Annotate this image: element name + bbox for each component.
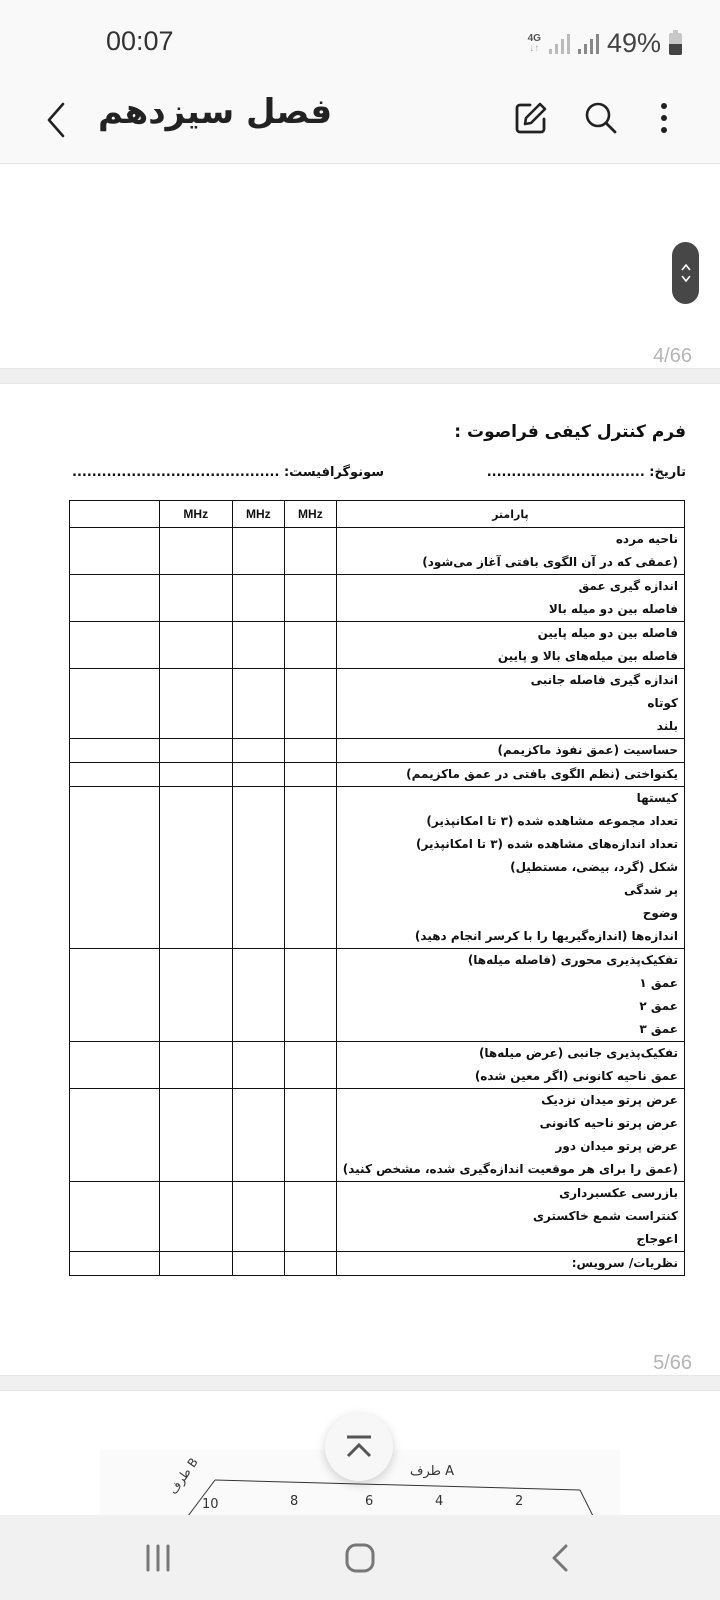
value-cell-extra — [70, 739, 160, 763]
value-cell-extra — [70, 949, 160, 1042]
value-cell-mhz — [232, 763, 284, 787]
parameter-line: فاصله بین میله‌های بالا و پایین — [497, 649, 678, 663]
table-row — [70, 739, 685, 763]
signal-sim2-icon — [578, 34, 599, 54]
parameter-line: عمق ناحیه کانونی (اگر معین شده) — [474, 1069, 678, 1083]
home-button[interactable] — [330, 1533, 390, 1583]
table-row — [70, 949, 685, 1042]
value-cell-mhz — [159, 622, 232, 669]
battery-icon — [669, 33, 682, 55]
value-cell-mhz — [285, 528, 337, 575]
status-bar — [0, 0, 720, 80]
parameter-line: کیستها — [636, 791, 678, 805]
parameter-cell — [336, 763, 684, 787]
table-row — [70, 528, 685, 575]
value-cell-mhz — [232, 1182, 284, 1252]
more-options-button[interactable] — [640, 94, 688, 142]
value-cell-mhz — [232, 622, 284, 669]
value-cell-mhz — [285, 787, 337, 949]
value-cell-mhz — [159, 669, 232, 739]
parameter-cell — [336, 1089, 684, 1182]
parameter-line: کوتاه — [647, 696, 678, 710]
value-cell-mhz — [285, 622, 337, 669]
scroll-to-top-icon — [344, 1434, 374, 1460]
scroll-to-top-button[interactable] — [325, 1413, 393, 1481]
sketch-number: 10 — [202, 1497, 219, 1512]
value-cell-mhz — [285, 739, 337, 763]
parameter-line: پر شدگی — [624, 883, 678, 897]
value-cell-extra — [70, 669, 160, 739]
value-cell-mhz — [285, 1042, 337, 1089]
header-cell-mhz-3: MHz — [159, 501, 232, 528]
parameter-line: حساسیت (عمق نفوذ ماکزیمم) — [497, 743, 678, 757]
value-cell-mhz — [159, 1089, 232, 1182]
network-4g-icon: 4G ↓↑ — [527, 32, 541, 54]
side-b-label: طرف B — [165, 1455, 201, 1497]
edit-button[interactable] — [507, 94, 555, 142]
value-cell-mhz — [232, 949, 284, 1042]
parameter-line: عرض پرتو ناحیه کانونی — [539, 1116, 678, 1130]
value-cell-mhz — [285, 1182, 337, 1252]
parameter-cell — [336, 1182, 684, 1252]
parameter-line: اعوجاج — [636, 1232, 678, 1246]
quality-control-table — [69, 500, 685, 1276]
battery-percent: 49% — [606, 28, 661, 58]
back-chevron-icon — [45, 102, 67, 138]
parameter-line: یکنواختی (نظم الگوی بافتی در عمق ماکزیمم) — [406, 767, 678, 781]
value-cell-mhz — [159, 739, 232, 763]
sketch-number: 8 — [290, 1494, 299, 1509]
parameter-line: بازرسی عکسبرداری — [559, 1186, 678, 1200]
value-cell-extra — [70, 1089, 160, 1182]
header-cell-mhz-1: MHz — [285, 501, 337, 528]
system-back-button[interactable] — [530, 1533, 590, 1583]
chevron-down-icon — [681, 275, 691, 283]
value-cell-mhz — [285, 1089, 337, 1182]
page-indicator: 4/66 — [653, 345, 692, 367]
search-icon — [583, 100, 619, 136]
value-cell-mhz — [159, 1252, 232, 1276]
sketch-number: 6 — [365, 1494, 374, 1509]
value-cell-extra — [70, 1182, 160, 1252]
parameter-cell — [336, 622, 684, 669]
table-row — [70, 1089, 685, 1182]
value-cell-mhz — [232, 1252, 284, 1276]
value-cell-mhz — [232, 669, 284, 739]
table-row — [70, 622, 685, 669]
network-type-label: 4G — [527, 32, 541, 44]
parameter-cell — [336, 669, 684, 739]
back-button[interactable] — [38, 98, 74, 142]
value-cell-mhz — [232, 787, 284, 949]
edit-icon — [513, 100, 549, 136]
chevron-up-icon — [681, 263, 691, 271]
parameter-line: فاصله بین دو میله بالا — [548, 602, 678, 616]
parameter-cell — [336, 528, 684, 575]
parameter-line: شکل (گرد، بیضی، مستطیل) — [510, 860, 678, 874]
parameter-cell — [336, 739, 684, 763]
parameter-line: وضوح — [642, 906, 678, 920]
page-separator — [0, 368, 720, 384]
table-row — [70, 1042, 685, 1089]
parameter-line: فاصله بین دو میله پایین — [537, 626, 678, 640]
system-back-icon — [550, 1543, 570, 1573]
parameter-line: ناحیه مرده — [615, 532, 678, 546]
value-cell-mhz — [285, 669, 337, 739]
value-cell-mhz — [232, 1042, 284, 1089]
signal-sim1-icon — [549, 34, 570, 54]
value-cell-mhz — [159, 1042, 232, 1089]
table-row — [70, 575, 685, 622]
parameter-line: عمق ۲ — [639, 999, 678, 1013]
parameter-line: عرض پرتو میدان نزدیک — [541, 1093, 678, 1107]
side-a-label: طرف A — [410, 1464, 455, 1479]
value-cell-mhz — [232, 1089, 284, 1182]
table-row — [70, 763, 685, 787]
search-button[interactable] — [577, 94, 625, 142]
value-cell-extra — [70, 1252, 160, 1276]
document-title: فصل سیزدهم — [98, 92, 333, 132]
parameter-line: تفکیک‌پذیری محوری (فاصله میله‌ها) — [467, 953, 678, 967]
parameter-cell — [336, 787, 684, 949]
parameter-line: تفکیک‌پذیری جانبی (عرض میله‌ها) — [478, 1046, 678, 1060]
parameter-line: تعداد اندازه‌های مشاهده شده (۳ تا امکانپذیر) — [416, 837, 678, 851]
table-row — [70, 1182, 685, 1252]
form-title: فرم کنترل کیفی فراصوت : — [454, 422, 686, 442]
parameter-cell — [336, 1042, 684, 1089]
app-bar — [0, 80, 720, 164]
parameter-line: نظریات/ سرویس: — [571, 1256, 678, 1270]
value-cell-mhz — [159, 787, 232, 949]
parameter-line: بلند — [656, 719, 678, 733]
table-header-row — [70, 501, 685, 528]
recent-apps-button[interactable] — [128, 1533, 188, 1583]
value-cell-extra — [70, 528, 160, 575]
fast-scroll-handle[interactable] — [672, 242, 699, 304]
parameter-line: عمق ۳ — [639, 1022, 678, 1036]
value-cell-mhz — [285, 763, 337, 787]
value-cell-extra — [70, 787, 160, 949]
value-cell-mhz — [159, 528, 232, 575]
parameter-line: عرض پرتو میدان دور — [555, 1139, 678, 1153]
value-cell-mhz — [285, 575, 337, 622]
status-time: 00:07 — [106, 26, 174, 56]
more-options-icon — [658, 100, 670, 136]
parameter-cell — [336, 1252, 684, 1276]
value-cell-mhz — [232, 739, 284, 763]
parameter-line: اندازه‌ها (اندازه‌گیریها را با کرسر انجام دهید) — [414, 929, 678, 943]
value-cell-extra — [70, 575, 160, 622]
parameter-line: (عمقی که در آن الگوی بافتی آغاز می‌شود) — [422, 555, 678, 569]
value-cell-mhz — [232, 575, 284, 622]
parameter-line: اندازه گیری فاصله جانبی — [530, 673, 678, 687]
table-row — [70, 1252, 685, 1276]
page-indicator: 5/66 — [653, 1352, 692, 1374]
value-cell-mhz — [159, 949, 232, 1042]
sketch-number: 4 — [435, 1494, 444, 1509]
parameter-cell — [336, 575, 684, 622]
value-cell-mhz — [159, 1182, 232, 1252]
table-row — [70, 787, 685, 949]
system-navigation-bar — [0, 1515, 720, 1600]
status-indicators — [528, 28, 682, 59]
recent-apps-icon — [143, 1543, 173, 1573]
sonographer-field-label: سونوگرافیست: .......................................... — [72, 465, 385, 480]
parameter-cell — [336, 949, 684, 1042]
parameter-line: تعداد مجموعه مشاهده شده (۳ تا امکانپذیر) — [426, 814, 678, 828]
parameter-line: کنتراست شمع خاکستری — [533, 1209, 678, 1223]
header-cell-extra — [70, 501, 160, 528]
parameter-line: اندازه گیری عمق — [578, 579, 678, 593]
value-cell-mhz — [159, 575, 232, 622]
home-icon — [344, 1542, 376, 1574]
value-cell-extra — [70, 1042, 160, 1089]
date-field-label: تاریخ: ................................ — [486, 465, 686, 480]
page-separator — [0, 1375, 720, 1391]
value-cell-extra — [70, 622, 160, 669]
value-cell-extra — [70, 763, 160, 787]
value-cell-mhz — [285, 1252, 337, 1276]
value-cell-mhz — [232, 528, 284, 575]
parameter-line: (عمق را برای هر موقعیت اندازه‌گیری شده، مشخص کنید) — [342, 1162, 678, 1176]
header-cell-mhz-2: MHz — [232, 501, 284, 528]
table-row — [70, 669, 685, 739]
sketch-number: 2 — [515, 1494, 524, 1509]
parameter-line: عمق ۱ — [639, 976, 678, 990]
value-cell-mhz — [159, 763, 232, 787]
value-cell-mhz — [285, 949, 337, 1042]
header-cell-parameter: پارامتر — [336, 501, 684, 528]
